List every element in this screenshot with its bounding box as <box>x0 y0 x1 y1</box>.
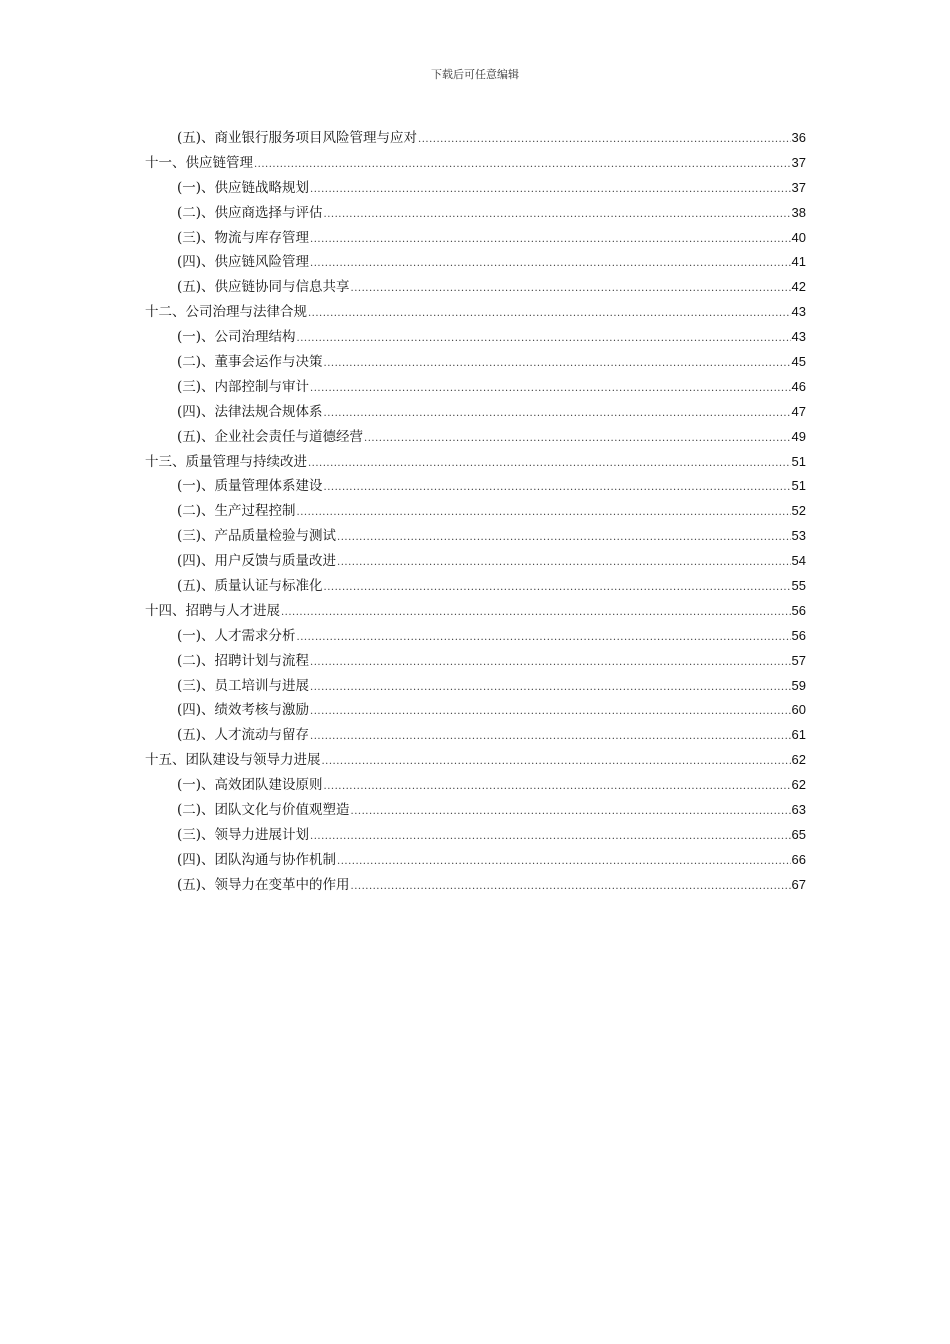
toc-page-number: 51 <box>791 478 806 494</box>
toc-page-number: 43 <box>791 304 806 320</box>
toc-dot-leader <box>310 700 790 725</box>
toc-section-entry[interactable] <box>145 400 806 425</box>
toc-page-number: 66 <box>791 851 806 867</box>
toc-dot-leader <box>324 352 791 377</box>
toc-dot-leader <box>254 153 791 178</box>
toc-section-entry[interactable] <box>145 350 806 375</box>
toc-dot-leader <box>364 427 790 452</box>
toc-dot-leader <box>324 576 791 601</box>
toc-page-number: 55 <box>791 578 806 594</box>
toc-entry-title: (二)、董事会运作与决策 <box>177 354 323 371</box>
toc-dot-leader <box>310 825 790 850</box>
toc-page-number: 57 <box>791 652 806 668</box>
toc-page-number: 54 <box>791 553 806 569</box>
toc-entry-title: (四)、团队沟通与协作机制 <box>177 851 337 868</box>
toc-page-number: 37 <box>791 179 806 195</box>
toc-section-entry[interactable] <box>145 723 806 748</box>
toc-dot-leader <box>310 676 790 701</box>
toc-chapter-entry[interactable] <box>145 748 806 773</box>
toc-dot-leader <box>297 501 791 526</box>
toc-section-entry[interactable] <box>145 549 806 574</box>
toc-page-number: 45 <box>791 354 806 370</box>
toc-section-entry[interactable] <box>145 201 806 226</box>
toc-section-entry[interactable] <box>145 624 806 649</box>
toc-page-number: 38 <box>791 204 806 220</box>
toc-entry-title: (三)、产品质量检验与测试 <box>177 528 337 545</box>
toc-entry-title: (五)、领导力在变革中的作用 <box>177 876 350 893</box>
toc-chapter-entry[interactable] <box>145 151 806 176</box>
toc-entry-title: 十三、质量管理与持续改进 <box>145 453 307 470</box>
toc-entry-title: (二)、招聘计划与流程 <box>177 652 310 669</box>
toc-chapter-entry[interactable] <box>145 300 806 325</box>
toc-page-number: 41 <box>791 254 806 270</box>
toc-entry-title: (一)、质量管理体系建设 <box>177 478 323 495</box>
toc-entry-title: 十五、团队建设与领导力进展 <box>145 752 321 769</box>
toc-section-entry[interactable] <box>145 823 806 848</box>
toc-dot-leader <box>310 228 790 253</box>
toc-entry-title: (五)、质量认证与标准化 <box>177 578 323 595</box>
toc-section-entry[interactable] <box>145 649 806 674</box>
toc-page-number: 36 <box>791 130 806 145</box>
toc-page-number: 62 <box>791 777 806 793</box>
toc-chapter-entry[interactable] <box>145 599 806 624</box>
toc-dot-leader <box>337 850 790 875</box>
table-of-contents <box>145 126 806 898</box>
toc-entry-title: (二)、团队文化与价值观塑造 <box>177 802 350 819</box>
toc-dot-leader <box>308 302 791 327</box>
toc-dot-leader <box>337 526 790 551</box>
toc-dot-leader <box>322 750 791 775</box>
toc-page-number: 49 <box>791 428 806 444</box>
toc-page-number: 47 <box>791 403 806 419</box>
toc-entry-title: 十四、招聘与人才进展 <box>145 602 280 619</box>
toc-entry-title: (四)、用户反馈与质量改进 <box>177 553 337 570</box>
toc-section-entry[interactable] <box>145 126 806 151</box>
toc-entry-title: (五)、商业银行服务项目风险管理与应对 <box>177 130 418 146</box>
toc-dot-leader <box>418 128 790 153</box>
toc-dot-leader <box>324 476 791 501</box>
toc-entry-title: (二)、生产过程控制 <box>177 503 296 520</box>
toc-entry-title: (一)、公司治理结构 <box>177 329 296 346</box>
toc-section-entry[interactable] <box>145 176 806 201</box>
toc-entry-title: (三)、员工培训与进展 <box>177 677 310 694</box>
toc-entry-title: (五)、人才流动与留存 <box>177 727 310 744</box>
toc-page-number: 52 <box>791 503 806 519</box>
toc-page-number: 60 <box>791 702 806 718</box>
toc-dot-leader <box>308 452 791 477</box>
toc-entry-title: (三)、内部控制与审计 <box>177 378 310 395</box>
toc-page-number: 46 <box>791 378 806 394</box>
toc-section-entry[interactable] <box>145 499 806 524</box>
toc-section-entry[interactable] <box>145 375 806 400</box>
toc-page-number: 61 <box>791 727 806 743</box>
toc-entry-title: (一)、供应链战略规划 <box>177 179 310 196</box>
toc-dot-leader <box>281 601 791 626</box>
toc-dot-leader <box>310 651 790 676</box>
toc-section-entry[interactable] <box>145 250 806 275</box>
toc-entry-title: 十二、公司治理与法律合规 <box>145 304 307 321</box>
toc-page-number: 43 <box>791 329 806 345</box>
toc-entry-title: (四)、供应链风险管理 <box>177 254 310 271</box>
page-header: 下载后可任意编辑 <box>431 68 519 81</box>
toc-entry-title: (一)、人才需求分析 <box>177 627 296 644</box>
toc-section-entry[interactable] <box>145 848 806 873</box>
toc-page-number: 63 <box>791 802 806 818</box>
toc-section-entry[interactable] <box>145 574 806 599</box>
toc-section-entry[interactable] <box>145 798 806 823</box>
toc-dot-leader <box>351 875 791 900</box>
toc-section-entry[interactable] <box>145 474 806 499</box>
toc-page-number: 65 <box>791 826 806 842</box>
toc-entry-title: 十一、供应链管理 <box>145 154 253 171</box>
toc-dot-leader <box>324 775 791 800</box>
toc-section-entry[interactable] <box>145 226 806 251</box>
toc-dot-leader <box>324 402 791 427</box>
toc-section-entry[interactable] <box>145 674 806 699</box>
toc-entry-title: (三)、领导力进展计划 <box>177 826 310 843</box>
toc-page-number: 56 <box>791 627 806 643</box>
toc-section-entry[interactable] <box>145 325 806 350</box>
toc-page-number: 42 <box>791 279 806 295</box>
toc-chapter-entry[interactable] <box>145 450 806 475</box>
toc-page-number: 59 <box>791 677 806 693</box>
toc-section-entry[interactable] <box>145 425 806 450</box>
toc-dot-leader <box>324 203 791 228</box>
toc-entry-title: (三)、物流与库存管理 <box>177 229 310 246</box>
toc-entry-title: (二)、供应商选择与评估 <box>177 204 323 221</box>
toc-dot-leader <box>310 252 790 277</box>
toc-dot-leader <box>310 377 790 402</box>
toc-dot-leader <box>297 626 791 651</box>
toc-entry-title: (五)、供应链协同与信息共享 <box>177 279 350 296</box>
toc-entry-title: (五)、企业社会责任与道德经营 <box>177 428 364 445</box>
toc-entry-title: (四)、绩效考核与激励 <box>177 702 310 719</box>
toc-section-entry[interactable] <box>145 773 806 798</box>
toc-section-entry[interactable] <box>145 524 806 549</box>
toc-section-entry[interactable] <box>145 275 806 300</box>
toc-dot-leader <box>310 178 790 203</box>
toc-page-number: 67 <box>791 876 806 892</box>
toc-page-number: 51 <box>791 453 806 469</box>
toc-dot-leader <box>351 800 791 825</box>
toc-entry-title: (一)、高效团队建设原则 <box>177 777 323 794</box>
toc-page-number: 53 <box>791 528 806 544</box>
toc-page-number: 56 <box>791 602 806 618</box>
toc-dot-leader <box>310 725 790 750</box>
toc-page-number: 40 <box>791 229 806 245</box>
toc-page-number: 62 <box>791 752 806 768</box>
toc-entry-title: (四)、法律法规合规体系 <box>177 403 323 420</box>
toc-dot-leader <box>297 327 791 352</box>
toc-dot-leader <box>337 551 790 576</box>
toc-page-number: 37 <box>791 154 806 170</box>
toc-section-entry[interactable] <box>145 698 806 723</box>
toc-dot-leader <box>351 277 791 302</box>
toc-section-entry[interactable] <box>145 873 806 898</box>
